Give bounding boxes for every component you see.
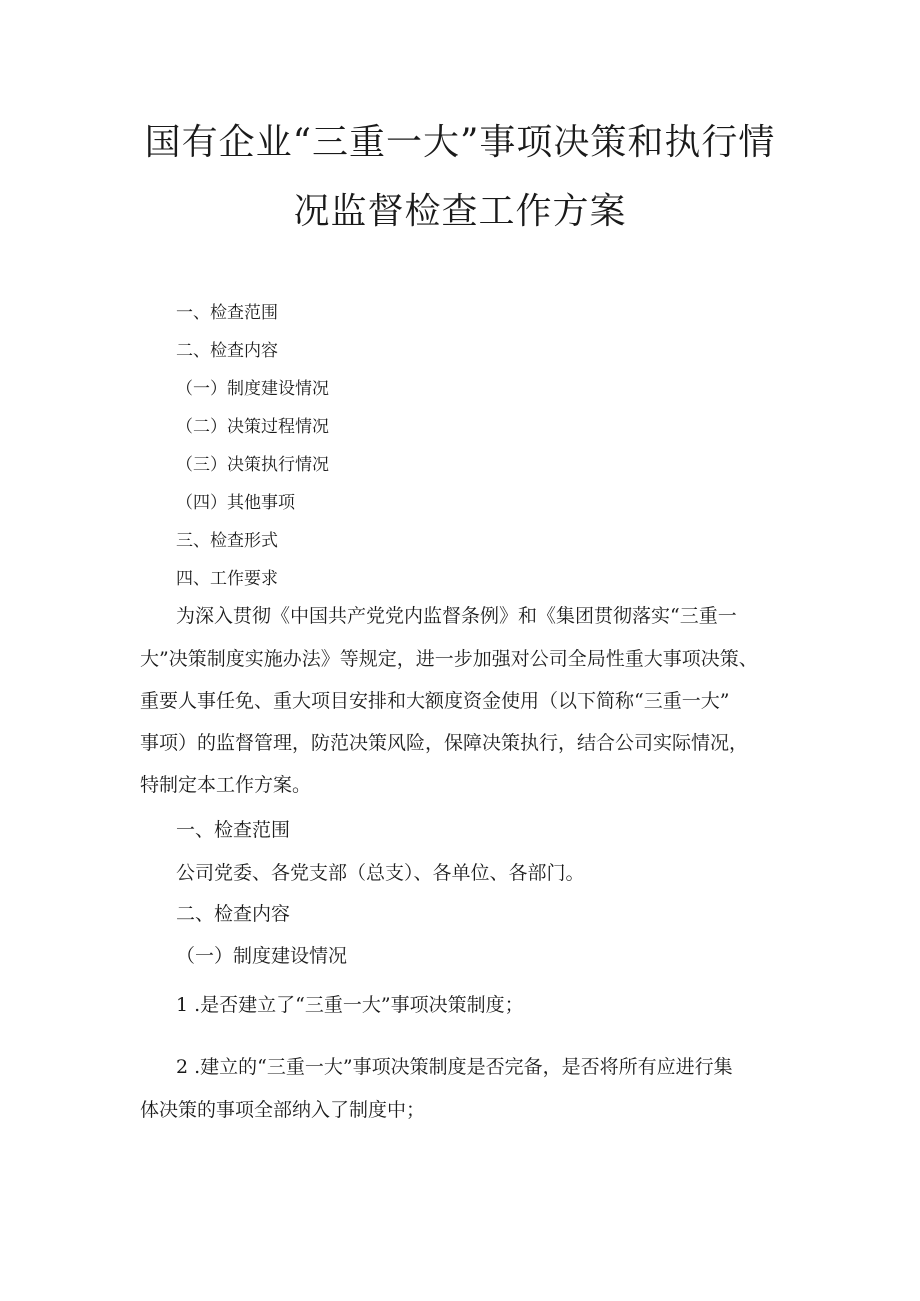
subsection-heading-system: （一）制度建设情况	[176, 945, 348, 967]
intro-line: 重要人事任免、重大项目安排和大额度资金使用（以下简称“三重一大”	[140, 690, 730, 712]
document-title-line-2: 况监督检查工作方案	[293, 191, 627, 232]
toc-item: 一、检查范围	[176, 303, 278, 323]
toc-item: 三、检查形式	[176, 531, 278, 551]
content-item-2-line-2: 体决策的事项全部纳入了制度中；	[140, 1099, 426, 1121]
intro-line: 特制定本工作方案。	[140, 774, 312, 796]
content-item-1: 1 .是否建立了“三重一大”事项决策制度；	[176, 994, 524, 1016]
toc-item: （一）制度建设情况	[176, 379, 329, 399]
toc-item: （三）决策执行情况	[176, 455, 329, 475]
toc-item: 二、检查内容	[176, 341, 278, 361]
content-item-2-line-1: 2 .建立的“三重一大”事项决策制度是否完备，是否将所有应进行集	[176, 1056, 733, 1078]
toc-item: （二）决策过程情况	[176, 417, 329, 437]
document-title-line-1: 国有企业“三重一大”事项决策和执行情	[144, 122, 776, 163]
intro-line: 为深入贯彻《中国共产党党内监督条例》和《集团贯彻落实“三重一	[176, 605, 737, 627]
section-heading-content: 二、检查内容	[176, 903, 291, 925]
intro-line: 大”决策制度实施办法》等规定，进一步加强对公司全局性重大事项决策、	[140, 648, 758, 670]
toc-item: （四）其他事项	[176, 493, 295, 513]
toc-item: 四、工作要求	[176, 569, 278, 589]
scope-text: 公司党委、各党支部（总支）、各单位、各部门。	[176, 862, 585, 884]
section-heading-scope: 一、检查范围	[176, 819, 291, 841]
intro-line: 事项）的监督管理，防范决策风险，保障决策执行，结合公司实际情况，	[140, 732, 749, 754]
